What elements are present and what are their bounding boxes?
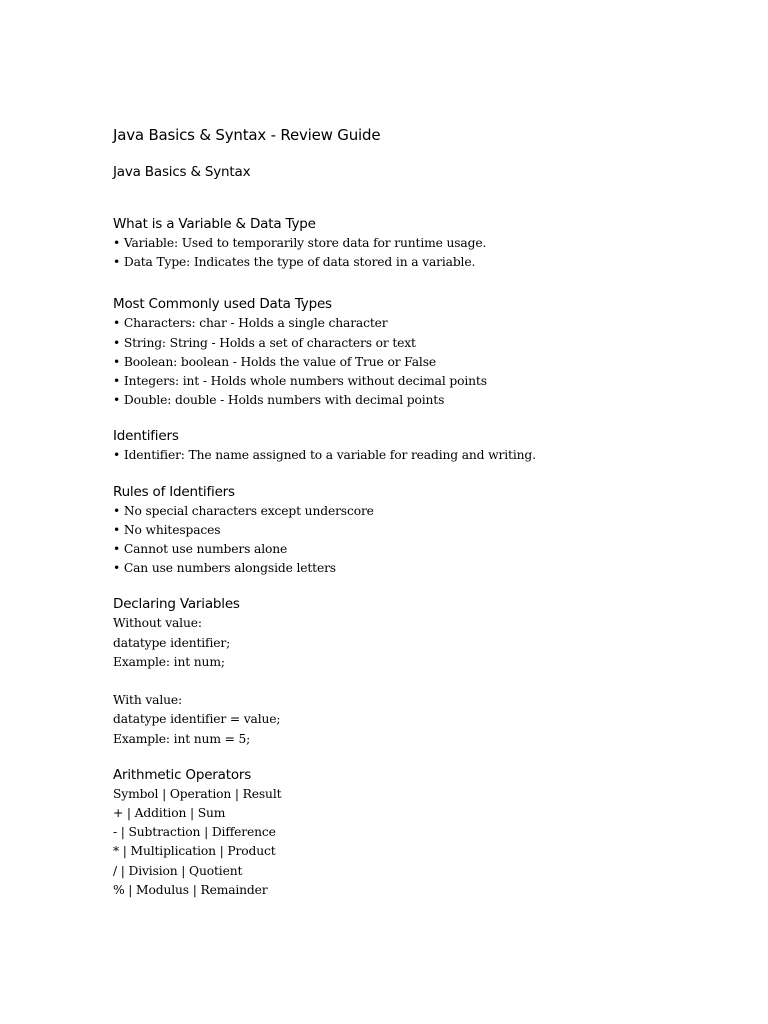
section bbox=[113, 482, 713, 579]
section-lines bbox=[113, 314, 713, 410]
section-line: + | Addition | Sum bbox=[113, 806, 226, 821]
section-line: datatype identifier; bbox=[113, 635, 231, 650]
section bbox=[113, 594, 713, 748]
section bbox=[113, 426, 713, 465]
section-line bbox=[113, 672, 713, 691]
section-line: • Characters: char - Holds a single character bbox=[113, 316, 388, 331]
section-line: Symbol | Operation | Result bbox=[113, 786, 282, 801]
section-line: • No special characters except underscore bbox=[113, 503, 374, 518]
section-line: • Boolean: boolean - Holds the value of True or False bbox=[113, 354, 436, 369]
section-line: • Integers: int - Holds whole numbers without decimal points bbox=[113, 374, 487, 389]
section-lines bbox=[113, 446, 713, 465]
section-line: • Can use numbers alongside letters bbox=[113, 561, 336, 576]
sections-container bbox=[113, 214, 713, 900]
section-heading: Identifiers bbox=[113, 428, 179, 445]
section-lines bbox=[113, 234, 713, 272]
section-line: Example: int num; bbox=[113, 654, 225, 669]
section bbox=[113, 214, 713, 272]
section-heading: What is a Variable & Data Type bbox=[113, 216, 316, 232]
section-line: With value: bbox=[113, 693, 183, 708]
document-page bbox=[113, 124, 713, 900]
section-line: / | Division | Quotient bbox=[113, 863, 243, 878]
section-line: Example: int num = 5; bbox=[113, 731, 251, 746]
section-line: % | Modulus | Remainder bbox=[113, 882, 268, 897]
section-lines bbox=[113, 502, 713, 579]
section-line: • Cannot use numbers alone bbox=[113, 542, 288, 557]
section-line: • String: String - Holds a set of characters or text bbox=[113, 335, 416, 350]
section-line: • Data Type: Indicates the type of data stored in a variable. bbox=[113, 255, 476, 270]
section-line: * | Multiplication | Product bbox=[113, 844, 276, 859]
section-heading: Most Commonly used Data Types bbox=[113, 296, 332, 313]
section-heading: Arithmetic Operators bbox=[113, 766, 252, 783]
section-line: datatype identifier = value; bbox=[113, 712, 281, 727]
section-line: - | Subtraction | Difference bbox=[113, 825, 276, 840]
section-line: Without value: bbox=[113, 616, 202, 631]
document-title: Java Basics & Syntax - Review Guide bbox=[113, 126, 381, 144]
section-heading: Declaring Variables bbox=[113, 596, 240, 613]
section bbox=[113, 765, 713, 900]
section-line: • Variable: Used to temporarily store data for runtime usage. bbox=[113, 236, 487, 250]
section-line: • Identifier: The name assigned to a variable for reading and writing. bbox=[113, 448, 536, 463]
section bbox=[113, 294, 713, 410]
section-lines bbox=[113, 785, 713, 900]
document-subtitle: Java Basics & Syntax bbox=[113, 164, 251, 180]
section-line: • Double: double - Holds numbers with decimal points bbox=[113, 393, 445, 408]
section-heading: Rules of Identifiers bbox=[113, 483, 235, 500]
section-lines bbox=[113, 614, 713, 748]
section-line: • No whitespaces bbox=[113, 522, 221, 537]
